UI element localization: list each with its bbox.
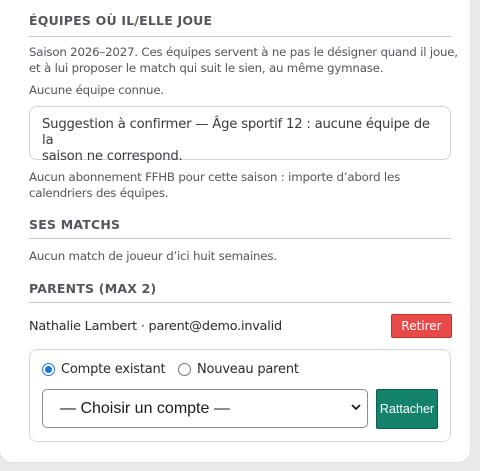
ffhb-note-line: calendriers des équipes.: [29, 185, 169, 200]
existing-account-radio[interactable]: [42, 363, 55, 376]
new-parent-radio[interactable]: [178, 363, 191, 376]
parent-entry: Nathalie Lambert · parent@demo.invalid: [29, 319, 282, 334]
matches-empty-text: Aucun match de joueur d’ici huit semaines.: [29, 249, 277, 263]
ffhb-subscription-note: [29, 170, 459, 201]
parents-section-title: PARENTS (MAX 2): [29, 281, 157, 296]
existing-account-label[interactable]: Compte existant: [61, 362, 166, 377]
chevron-down-icon: [351, 404, 361, 411]
teams-description: [29, 45, 459, 76]
teams-section-divider: [29, 36, 451, 37]
teams-description-line: Saison 2026–2027. Ces équipes servent à ne pas le désigner quand il joue,: [29, 45, 458, 59]
teams-empty-text: Aucune équipe connue.: [29, 83, 164, 97]
teams-description-line: et à lui proposer le match qui suit le sien, au même gymnase.: [29, 60, 384, 75]
attach-parent-button[interactable]: Rattacher: [376, 389, 438, 429]
remove-parent-button[interactable]: Retirer: [391, 314, 452, 338]
new-parent-label[interactable]: Nouveau parent: [197, 362, 299, 377]
matches-section-divider: [29, 238, 451, 239]
parents-section-divider: [29, 302, 451, 303]
matches-section-title: SES MATCHS: [29, 217, 121, 232]
account-select[interactable]: [42, 389, 368, 428]
suggestion-line: Suggestion à confirmer — Âge sportif 12 : aucune équipe de la: [42, 117, 430, 148]
teams-section-title: ÉQUIPES OÙ IL/ELLE JOUE: [29, 13, 213, 28]
team-suggestion-notice: [29, 106, 451, 164]
ffhb-note-line: Aucun abonnement FFHB pour cette saison : importe d’abord les: [29, 170, 401, 184]
suggestion-line: saison ne correspond.: [42, 149, 183, 164]
account-select-value: — Choisir un compte —: [60, 399, 230, 417]
